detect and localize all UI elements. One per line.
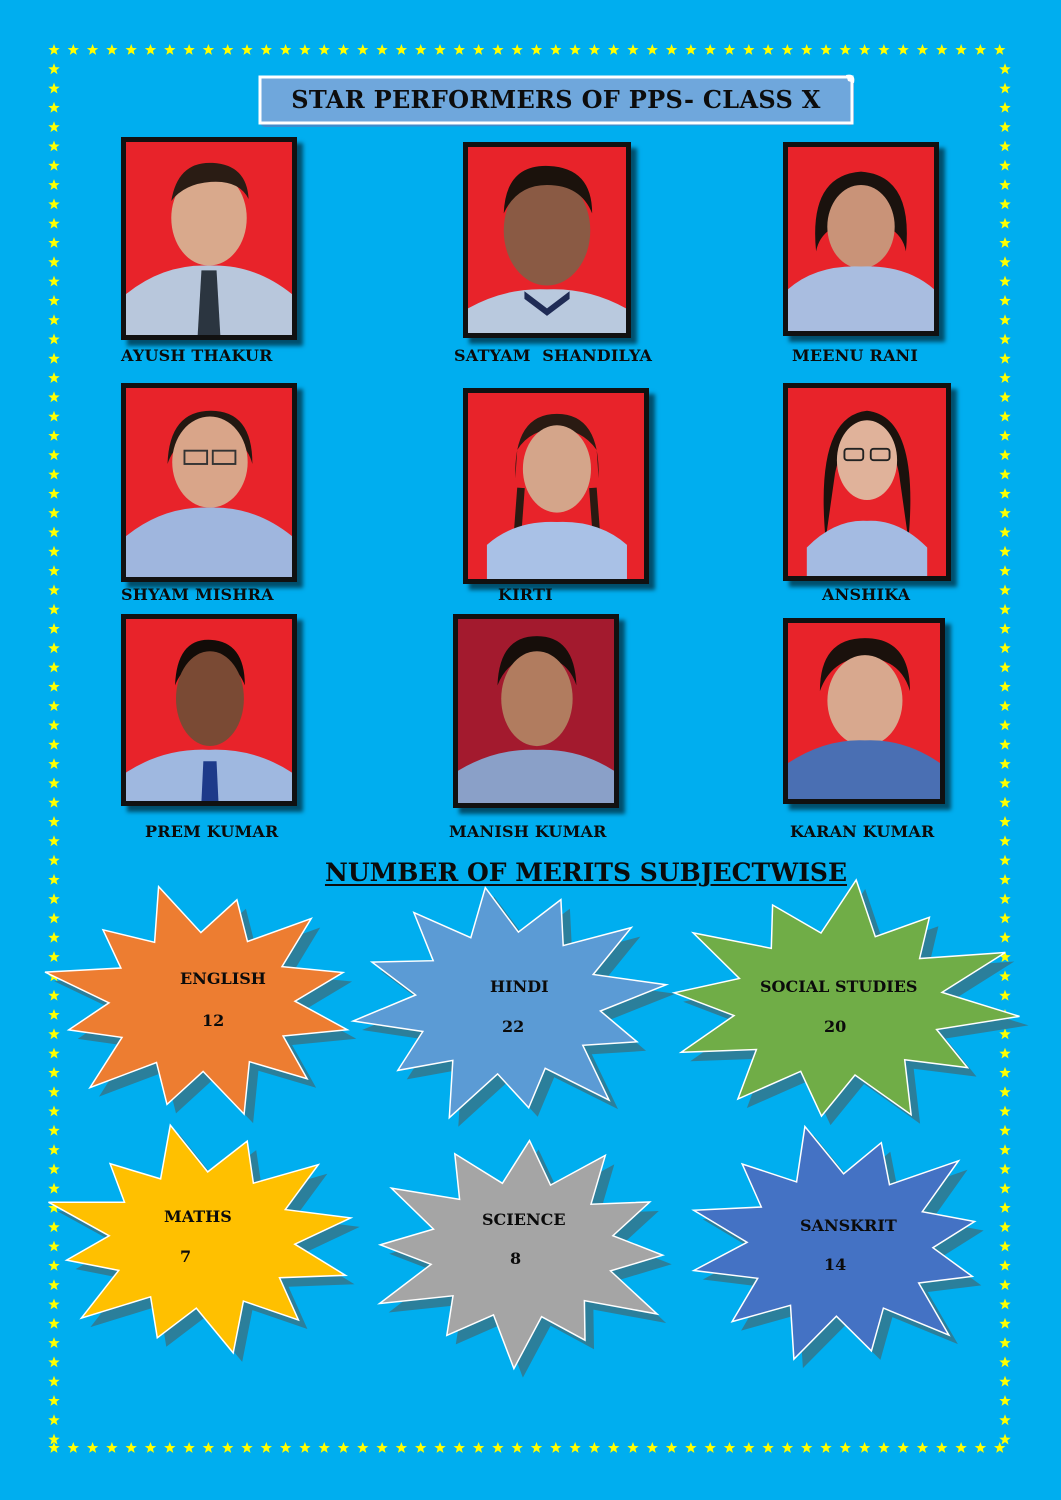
border-star [999, 1260, 1010, 1271]
border-star [126, 44, 137, 55]
border-star [492, 44, 503, 55]
merit-count: 22 [502, 1017, 525, 1036]
border-star [48, 391, 59, 402]
merit-count: 12 [202, 1011, 225, 1030]
merit-burst-social-studies [668, 888, 1008, 1120]
border-star [999, 720, 1010, 731]
student-photo [121, 614, 297, 806]
border-star [917, 44, 928, 55]
border-star [999, 141, 1010, 152]
border-star [48, 469, 59, 480]
border-star [859, 1442, 870, 1453]
border-star [666, 44, 677, 55]
border-star [999, 1163, 1010, 1174]
border-star [589, 1442, 600, 1453]
border-star [512, 44, 523, 55]
border-star [898, 44, 909, 55]
border-star [48, 507, 59, 518]
border-star [955, 1442, 966, 1453]
border-star [999, 391, 1010, 402]
border-star [203, 1442, 214, 1453]
merit-burst-science [372, 1140, 672, 1360]
border-star [666, 1442, 677, 1453]
border-star [724, 44, 735, 55]
border-star [994, 1442, 1005, 1453]
border-star [589, 44, 600, 55]
border-star [705, 44, 716, 55]
border-star [999, 797, 1010, 808]
border-star [87, 1442, 98, 1453]
border-star [48, 256, 59, 267]
border-star [820, 44, 831, 55]
border-star [280, 1442, 291, 1453]
merit-subject: HINDI [490, 977, 549, 996]
border-star [48, 604, 59, 615]
border-star [299, 44, 310, 55]
border-star [222, 1442, 233, 1453]
merit-burst-maths [52, 1130, 352, 1350]
student-photo [463, 142, 631, 338]
border-star [975, 1442, 986, 1453]
border-star [473, 1442, 484, 1453]
border-star [415, 44, 426, 55]
border-star [647, 44, 658, 55]
border-star [126, 1442, 137, 1453]
student-name: MANISH KUMAR [449, 822, 607, 841]
border-star [936, 1442, 947, 1453]
border-star [999, 1299, 1010, 1310]
border-star [48, 179, 59, 190]
student-photo [783, 142, 939, 336]
border-star [999, 1414, 1010, 1425]
merits-heading: NUMBER OF MERITS SUBJECTWISE [324, 858, 848, 887]
border-star [820, 1442, 831, 1453]
border-star [48, 295, 59, 306]
border-star [743, 44, 754, 55]
border-star [569, 44, 580, 55]
border-star [396, 44, 407, 55]
border-star [48, 874, 59, 885]
border-star [434, 44, 445, 55]
border-star [801, 44, 812, 55]
border-star [434, 1442, 445, 1453]
border-star [48, 720, 59, 731]
page-title: STAR PERFORMERS OF PPS- CLASS X [291, 85, 821, 114]
border-star [999, 276, 1010, 287]
border-star [280, 44, 291, 55]
border-star [183, 1442, 194, 1453]
student-name: KARAN KUMAR [790, 822, 935, 841]
burst-shape [674, 880, 1019, 1116]
border-star [999, 1337, 1010, 1348]
border-star [241, 44, 252, 55]
border-star [878, 1442, 889, 1453]
border-star [48, 816, 59, 827]
border-star [999, 1395, 1010, 1406]
border-star [48, 642, 59, 653]
border-star [999, 334, 1010, 345]
border-star [48, 83, 59, 94]
border-star [999, 623, 1010, 634]
border-star [999, 855, 1010, 866]
border-star [48, 1395, 59, 1406]
border-star [48, 160, 59, 171]
border-star [48, 276, 59, 287]
border-star [762, 44, 773, 55]
border-star [999, 179, 1010, 190]
border-star [724, 1442, 735, 1453]
border-star [106, 1442, 117, 1453]
border-star [48, 121, 59, 132]
border-star [48, 700, 59, 711]
border-star [999, 1318, 1010, 1329]
border-star [685, 44, 696, 55]
border-star [48, 758, 59, 769]
border-star [48, 488, 59, 499]
border-star [396, 1442, 407, 1453]
border-star [685, 1442, 696, 1453]
border-star [145, 44, 156, 55]
border-star [999, 469, 1010, 480]
merit-burst-sanskrit [690, 1130, 990, 1360]
border-star [48, 334, 59, 345]
border-star [999, 662, 1010, 673]
border-star [999, 160, 1010, 171]
border-star [357, 1442, 368, 1453]
border-star [531, 44, 542, 55]
merit-subject: SCIENCE [482, 1210, 566, 1229]
border-star [859, 44, 870, 55]
border-star [48, 314, 59, 325]
border-star [48, 584, 59, 595]
border-star [48, 527, 59, 538]
border-star [878, 44, 889, 55]
border-star [48, 1356, 59, 1367]
border-star [999, 739, 1010, 750]
border-star [999, 218, 1010, 229]
border-star [48, 44, 59, 55]
border-star [376, 44, 387, 55]
border-star [999, 256, 1010, 267]
border-star [999, 430, 1010, 441]
border-star [782, 1442, 793, 1453]
border-star [999, 372, 1010, 383]
border-star [627, 1442, 638, 1453]
border-star [999, 314, 1010, 325]
title-banner [256, 71, 856, 127]
border-star [627, 44, 638, 55]
border-star [999, 295, 1010, 306]
border-star [87, 44, 98, 55]
border-star [48, 102, 59, 113]
border-star [999, 237, 1010, 248]
border-star [999, 353, 1010, 364]
border-star [999, 102, 1010, 113]
border-star [917, 1442, 928, 1453]
border-star [999, 835, 1010, 846]
border-star [164, 44, 175, 55]
border-star [999, 1183, 1010, 1194]
border-star [48, 623, 59, 634]
border-star [999, 507, 1010, 518]
border-star [550, 1442, 561, 1453]
border-star [999, 488, 1010, 499]
border-star [299, 1442, 310, 1453]
burst-shape [353, 888, 666, 1118]
border-star [531, 1442, 542, 1453]
border-star [473, 44, 484, 55]
merit-count: 14 [824, 1255, 847, 1274]
border-star [999, 1279, 1010, 1290]
border-star [261, 1442, 272, 1453]
border-star [999, 1376, 1010, 1387]
student-name: KIRTI [498, 585, 553, 604]
border-star [68, 44, 79, 55]
border-star [955, 44, 966, 55]
border-star [550, 44, 561, 55]
border-star [48, 835, 59, 846]
student-name: SHYAM MISHRA [121, 585, 274, 604]
border-star [608, 44, 619, 55]
border-star [999, 565, 1010, 576]
border-star [48, 449, 59, 460]
border-star [319, 1442, 330, 1453]
border-star [48, 1442, 59, 1453]
border-star [68, 1442, 79, 1453]
border-star [454, 44, 465, 55]
border-star [999, 816, 1010, 827]
border-star [999, 758, 1010, 769]
border-star [705, 1442, 716, 1453]
student-photo [783, 383, 951, 581]
border-star [608, 1442, 619, 1453]
border-star [762, 1442, 773, 1453]
border-star [376, 1442, 387, 1453]
border-star [492, 1442, 503, 1453]
border-star [999, 604, 1010, 615]
border-star [999, 1125, 1010, 1136]
student-name: ANSHIKA [822, 585, 911, 604]
student-photo [783, 618, 945, 804]
merit-subject: SOCIAL STUDIES [760, 977, 918, 996]
border-star [512, 1442, 523, 1453]
border-star [48, 372, 59, 383]
student-name: SATYAM SHANDILYA [454, 346, 653, 365]
border-star [801, 1442, 812, 1453]
border-star [999, 642, 1010, 653]
merit-burst-hindi [358, 888, 658, 1118]
border-star [647, 1442, 658, 1453]
border-star [48, 662, 59, 673]
border-star [48, 218, 59, 229]
border-star [415, 1442, 426, 1453]
border-star [999, 777, 1010, 788]
merit-count: 8 [510, 1249, 522, 1268]
student-photo [463, 388, 649, 584]
student-name: PREM KUMAR [145, 822, 279, 841]
border-star [48, 797, 59, 808]
student-photo [453, 614, 619, 808]
border-star [145, 1442, 156, 1453]
border-star [357, 44, 368, 55]
border-star [222, 44, 233, 55]
border-star [999, 584, 1010, 595]
student-photo [121, 383, 297, 582]
border-star [994, 44, 1005, 55]
student-name: AYUSH THAKUR [121, 346, 273, 365]
merit-count: 7 [180, 1247, 192, 1266]
border-star [48, 1376, 59, 1387]
border-star [183, 44, 194, 55]
border-star [840, 44, 851, 55]
merit-count: 20 [824, 1017, 847, 1036]
border-star [999, 198, 1010, 209]
border-star [999, 874, 1010, 885]
border-star [106, 44, 117, 55]
border-star [338, 44, 349, 55]
border-star [48, 411, 59, 422]
border-star [48, 237, 59, 248]
merit-burst-english [52, 890, 352, 1114]
border-star [203, 44, 214, 55]
border-star [48, 777, 59, 788]
student-photo [121, 137, 297, 340]
border-star [48, 681, 59, 692]
border-star [48, 430, 59, 441]
burst-shape [380, 1141, 663, 1369]
border-star [999, 1202, 1010, 1213]
border-star [569, 1442, 580, 1453]
border-star [999, 411, 1010, 422]
border-star [164, 1442, 175, 1453]
border-star [261, 44, 272, 55]
merit-subject: SANSKRIT [800, 1216, 897, 1235]
merit-subject: MATHS [164, 1207, 232, 1226]
border-star [319, 44, 330, 55]
border-star [999, 449, 1010, 460]
student-name: MEENU RANI [792, 346, 919, 365]
border-star [999, 1241, 1010, 1252]
border-star [999, 121, 1010, 132]
border-star [48, 739, 59, 750]
border-star [782, 44, 793, 55]
border-star [999, 527, 1010, 538]
border-star [48, 1414, 59, 1425]
border-star [999, 1434, 1010, 1445]
border-star [338, 1442, 349, 1453]
border-star [898, 1442, 909, 1453]
border-star [999, 700, 1010, 711]
border-star [48, 855, 59, 866]
border-star [999, 1221, 1010, 1232]
border-star [999, 83, 1010, 94]
merit-subject: ENGLISH [180, 969, 266, 988]
border-star [840, 1442, 851, 1453]
border-star [743, 1442, 754, 1453]
border-star [999, 681, 1010, 692]
border-star [999, 1144, 1010, 1155]
border-star [48, 353, 59, 364]
border-star [48, 141, 59, 152]
border-star [936, 44, 947, 55]
border-star [48, 63, 59, 74]
border-star [241, 1442, 252, 1453]
border-star [999, 63, 1010, 74]
border-star [48, 565, 59, 576]
border-star [999, 1356, 1010, 1367]
border-star [999, 546, 1010, 557]
border-star [48, 546, 59, 557]
border-star [975, 44, 986, 55]
border-star [48, 198, 59, 209]
border-star [454, 1442, 465, 1453]
